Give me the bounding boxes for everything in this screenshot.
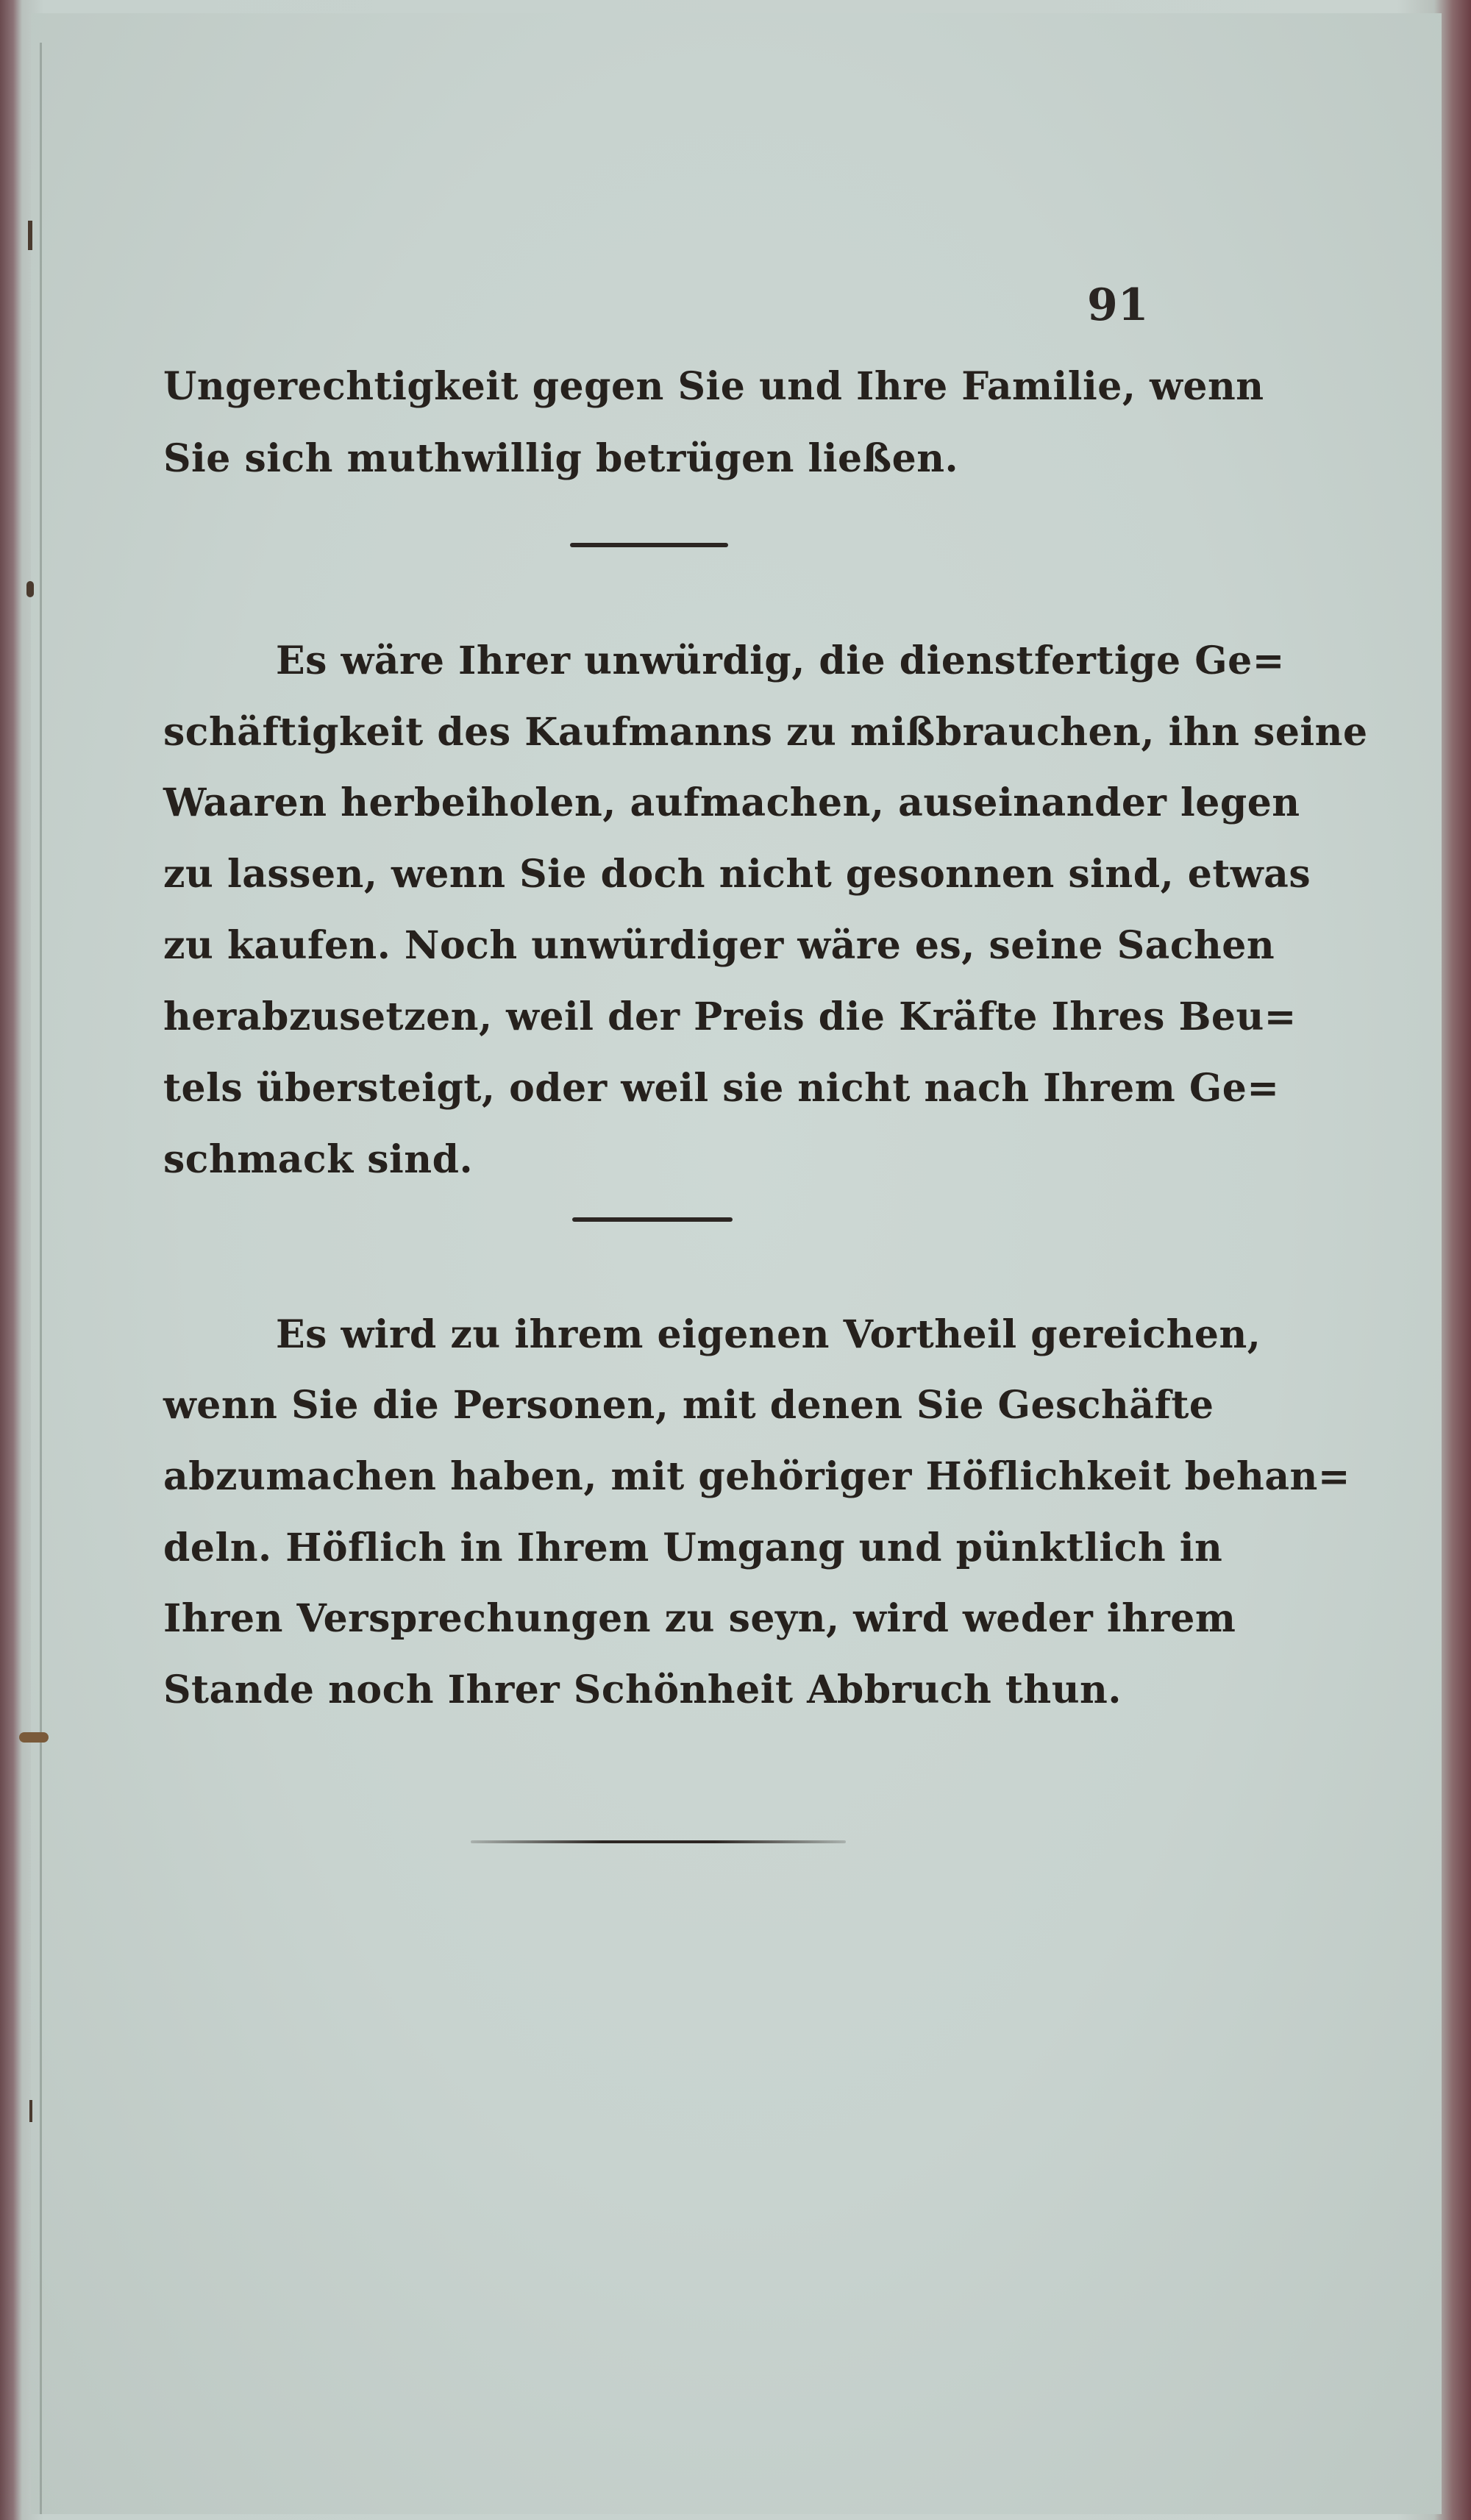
section-divider [570, 543, 728, 547]
gutter-line [40, 43, 42, 2514]
text-line: Ihren Versprechungen zu seyn, wird weder ihrem [163, 1596, 1236, 1641]
text-line: zu lassen, wenn Sie doch nicht gesonnen sind, etwas [163, 852, 1311, 897]
text-line: Sie sich muthwillig betrügen ließen. [163, 436, 959, 481]
binding-mark [19, 1732, 49, 1743]
text-line: herabzusetzen, weil der Preis die Kräfte Ihres Beu= [163, 994, 1297, 1039]
closing-ornament-rule [471, 1840, 846, 1843]
text-line: Stande noch Ihrer Schönheit Abbruch thun. [163, 1667, 1122, 1712]
page-number: 91 [1087, 280, 1149, 331]
text-line: deln. Höflich in Ihrem Umgang und pünktlich in [163, 1526, 1223, 1570]
text-line: wenn Sie die Personen, mit denen Sie Geschäfte [163, 1383, 1214, 1428]
text-line: schmack sind. [163, 1137, 474, 1182]
binding-mark [28, 221, 32, 250]
text-line: tels übersteigt, oder weil sie nicht nach Ihrem Ge= [163, 1066, 1280, 1111]
text-line: abzumachen haben, mit gehöriger Höflichkeit behan= [163, 1454, 1350, 1499]
text-line: Waaren herbeiholen, aufmachen, auseinander legen [163, 780, 1300, 825]
text-line: Es wäre Ihrer unwürdig, die dienstfertige Ge= [276, 638, 1285, 683]
text-line: Ungerechtigkeit gegen Sie und Ihre Familie, wenn [163, 364, 1264, 409]
text-line: schäftigkeit des Kaufmanns zu mißbrauchen, ihn seine [163, 710, 1368, 755]
text-line: zu kaufen. Noch unwürdiger wäre es, seine Sachen [163, 923, 1275, 968]
text-line: Es wird zu ihrem eigenen Vortheil gereichen, [276, 1312, 1261, 1357]
binding-mark [29, 2100, 32, 2122]
section-divider [572, 1217, 733, 1222]
binding-mark [26, 581, 34, 597]
